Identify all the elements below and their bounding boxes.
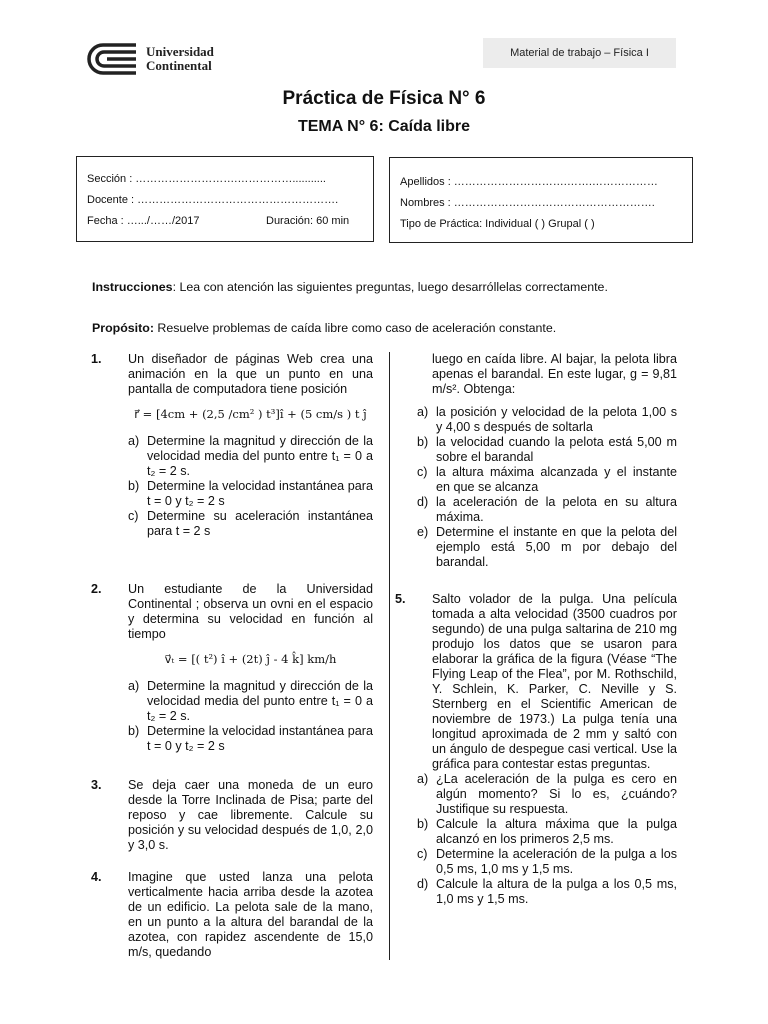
apellidos-field: Apellidos : ………………………….…….……………… (400, 176, 658, 188)
fecha-field: Fecha : ….../……/2017 (87, 215, 200, 227)
item-label: d) (417, 495, 429, 509)
instructions-label: Instrucciones (92, 280, 173, 294)
item-label: b) (417, 435, 429, 449)
item-text: Calcule la altura máxima que la pulga alcanzó en los primeros 2,5 ms. (436, 817, 677, 846)
question-1-item-a (128, 434, 373, 479)
question-4-item-d (417, 495, 677, 525)
tipo-practica-field: Tipo de Práctica: Individual ( ) Grupal ( ) (400, 218, 595, 230)
question-3-number: 3. (91, 778, 102, 792)
item-text: ¿La aceleración de la pulga es cero en algún momento? Si lo es, ¿cuándo? Justifique su respuesta. (436, 772, 677, 816)
item-text: la velocidad cuando la pelota está 5,00 m sobre el barandal (436, 435, 677, 464)
page-title: Práctica de Física N° 6 (282, 88, 486, 109)
item-text: la altura máxima alcanzada y el instante en que se alcanza (436, 465, 677, 494)
item-text: Determine la magnitud y dirección de la velocidad media del punto entre t₁ = 0 a t₂ = 2 s. (147, 434, 373, 478)
item-label: a) (128, 679, 140, 693)
question-5-item-d (417, 877, 677, 907)
item-label: b) (128, 479, 140, 493)
item-label: c) (417, 847, 428, 861)
question-4-item-e (417, 525, 677, 570)
seccion-field: Sección : ……………………….……………........... (87, 173, 326, 185)
question-1 (91, 352, 373, 539)
item-label: c) (128, 509, 139, 523)
question-2-item-a (128, 679, 373, 724)
question-1-equation: r⃗ = [4cm + (2,5 /cm² ) t³]î + (5 cm/s ) t ĵ (134, 407, 367, 421)
question-4-item-a (417, 405, 677, 435)
item-label: a) (128, 434, 140, 448)
question-5-items (417, 772, 677, 907)
question-4-number: 4. (91, 870, 102, 884)
item-text: Determine el instante en que la pelota del ejemplo está 5,00 m por debajo del barandal. (436, 525, 677, 569)
item-text: la posición y velocidad de la pelota 1,00 s y 4,00 s después de soltarla (436, 405, 677, 434)
item-label: d) (417, 877, 429, 891)
purpose (92, 320, 682, 336)
question-5-item-a (417, 772, 677, 817)
question-5 (395, 592, 677, 907)
item-text: la aceleración de la pelota en su altura máxima. (436, 495, 677, 524)
question-1-item-c (128, 509, 373, 539)
item-label: a) (417, 772, 429, 786)
question-2-number: 2. (91, 582, 102, 596)
question-4-item-c (417, 465, 677, 495)
question-3-text: Se deja caer una moneda de un euro desde la Torre Inclinada de Pisa; parte del reposo y cae libremente. Calcule su posición y su velocidad después de 1,0, 2,0 y 3,0 s. (128, 778, 373, 852)
student-info-box (76, 156, 374, 242)
question-4 (91, 870, 373, 960)
item-label: a) (417, 405, 429, 419)
question-5-item-c (417, 847, 677, 877)
item-label: b) (417, 817, 429, 831)
question-3 (91, 778, 373, 853)
question-2-text: Un estudiante de la Universidad Continental ; observa un ovni en el espacio y determina su velocidad en función al tiempo (128, 582, 373, 641)
continental-logo-icon (86, 42, 138, 76)
question-5-item-b (417, 817, 677, 847)
item-text: Determine la aceleración de la pulga a los 0,5 ms, 1,0 ms y 1,5 ms. (436, 847, 677, 876)
item-text: Determine la magnitud y dirección de la velocidad media del punto entre t₁ = 0 a t₂ = 2 s. (147, 679, 373, 723)
university-logo (86, 42, 214, 76)
logo-line-2: Continental (146, 58, 212, 73)
question-1-text: Un diseñador de páginas Web crea una animación en la que un punto en una pantalla de computadora tiene posición (128, 352, 373, 396)
item-label: b) (128, 724, 140, 738)
question-4-text: Imagine que usted lanza una pelota verticalmente hacia arriba desde la azotea de un edificio. La pelota sale de la mano, en un punto a la altura del barandal de la azotea, con rapidez ascendente de 15,0 m/s, quedando (128, 870, 373, 959)
question-1-number: 1. (91, 352, 102, 366)
item-text: Determine su aceleración instantánea para t = 2 s (147, 509, 373, 538)
question-2-item-b (128, 724, 373, 754)
item-text: Calcule la altura de la pulga a los 0,5 ms, 1,0 ms y 1,5 ms. (436, 877, 677, 906)
question-2-equation: v⃗ₜ = [( t²) î + (2t) ĵ - 4 k̂] km/h (164, 652, 337, 666)
question-4-items (417, 405, 677, 570)
purpose-label: Propósito: (92, 321, 154, 335)
question-4-continuation: luego en caída libre. Al bajar, la pelota libra apenas el barandal. En este lugar, g = 9,81 m/s². Obtenga: (432, 352, 677, 396)
instructions-text: : Lea con atención las siguientes preguntas, luego desarróllelas correctamente. (172, 280, 608, 294)
instructions (92, 279, 682, 295)
question-1-item-b (128, 479, 373, 509)
docente-field: Docente : ………………………………………………. (87, 194, 339, 206)
item-text: Determine la velocidad instantánea para t = 0 y t₂ = 2 s (147, 479, 373, 508)
name-info-box (389, 157, 693, 243)
nombres-field: Nombres : ………………………………………………. (400, 197, 655, 209)
question-5-number: 5. (395, 592, 406, 606)
purpose-text: Resuelve problemas de caída libre como caso de aceleración constante. (153, 321, 557, 335)
question-2 (91, 582, 373, 754)
column-divider (389, 352, 390, 960)
question-5-text: Salto volador de la pulga. Una película tomada a alta velocidad (3500 cuadros por segundo) de una pulga saltarina de 210 mg produjo los datos que se usaron para elaborar la gráfica de la figura (Véase “The Flying Leap of the Flea”, por M. Rothschild, Y. Schlein, K. Parker, C. Neville y S. Sternberg en el Scientific American de noviembre de 1973.) La pulga tenía una longitud aproximada de 2 mm y saltó con un ángulo de despegue casi vertical. Use la gráfica para contestar estas preguntas. (432, 592, 677, 771)
material-label: Material de trabajo – Física I (483, 38, 676, 68)
question-4-continued (417, 352, 677, 570)
item-label: e) (417, 525, 429, 539)
duracion-field: Duración: 60 min (266, 215, 350, 227)
item-label: c) (417, 465, 428, 479)
question-4-item-b (417, 435, 677, 465)
logo-line-1: Universidad (146, 44, 214, 59)
page-subtitle: TEMA N° 6: Caída libre (297, 118, 471, 135)
item-text: Determine la velocidad instantánea para t = 0 y t₂ = 2 s (147, 724, 373, 753)
